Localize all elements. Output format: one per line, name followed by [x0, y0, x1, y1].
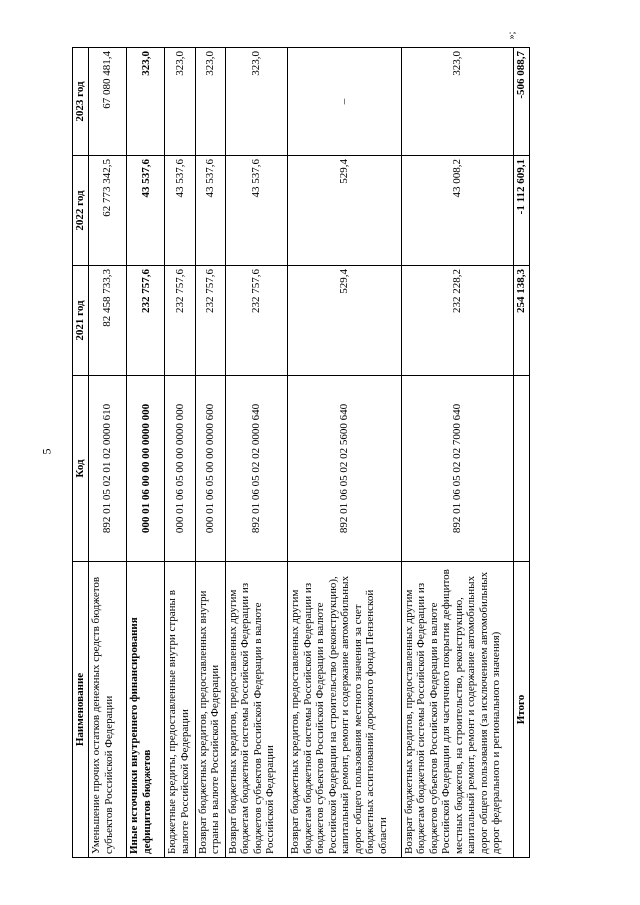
row-code: 892 01 05 02 01 02 0000 610	[89, 376, 127, 562]
row-name: Иные источники внутреннего финансирования дефицитов бюджетов	[127, 562, 165, 858]
row-2021: 232 757,6	[165, 266, 195, 376]
financing-table-wrapper	[72, 48, 530, 858]
row-2022: 62 773 342,5	[89, 156, 127, 266]
row-code: 000 01 06 00 00 00 0000 000	[127, 376, 165, 562]
row-name: Возврат бюджетных кредитов, предоставленных внутри страны в валюте Российской Федерации	[195, 562, 225, 858]
row-2021: 232 228,2	[401, 266, 514, 376]
row-code: 892 01 06 05 02 02 5600 640	[288, 376, 402, 562]
row-code: 000 01 06 05 00 00 0000 000	[165, 376, 195, 562]
row-code: 892 01 06 05 02 02 7000 640	[401, 376, 514, 562]
col-2023-header: 2023 год	[73, 48, 89, 156]
row-2023: 67 080 481,4	[89, 48, 127, 156]
total-code	[514, 376, 530, 562]
table-row	[288, 48, 402, 858]
row-2021: 529,4	[288, 266, 402, 376]
page-number: 5	[39, 448, 54, 455]
row-name: Бюджетные кредиты, предоставленные внутри страны в валюте Российской Федерации	[165, 562, 195, 858]
total-row	[514, 48, 530, 858]
row-name: Возврат бюджетных кредитов, предоставленных другим бюджетам бюджетной системы Российской Федерации из бюджетов субъектов Российской Федерации в валюте Российской Федерации для частичного покрытия дефицитов местных бюджетов, на строительство, реконструкцию, капитальный ремонт, ремонт и содержание автомобильных дорог общего пользования (за исключением автомобильных дорог федерального и регионального значения)	[401, 562, 514, 858]
row-2023: –	[288, 48, 402, 156]
row-name: Уменьшение прочих остатков денежных средств бюджетов субъектов Российской Федерации	[89, 562, 127, 858]
row-name: Возврат бюджетных кредитов, предоставленных другим бюджетам бюджетной системы Российской Федерации из бюджетов субъектов Российской Федерации в валюте Российской Федерации на строительство (реконструкцию), капитальный ремонт, ремонт и содержание автомобильных дорог общего пользования местного значения за счет бюджетных ассигнований дорожного фонда Пензенской области	[288, 562, 402, 858]
row-2021: 232 757,6	[195, 266, 225, 376]
row-2022: 43 008,2	[401, 156, 514, 266]
row-2021: 82 458 733,3	[89, 266, 127, 376]
total-2023: -506 088,7	[514, 48, 530, 156]
table-header	[73, 48, 89, 858]
financing-table	[72, 47, 530, 858]
total-2021: 254 138,3	[514, 266, 530, 376]
table-row	[401, 48, 514, 858]
row-code: 892 01 06 05 02 02 0000 640	[225, 376, 287, 562]
row-2023: 323,0	[401, 48, 514, 156]
row-2023: 323,0	[165, 48, 195, 156]
table-row	[225, 48, 287, 858]
side-mark: »;	[506, 31, 518, 40]
row-2022: 43 537,6	[165, 156, 195, 266]
row-2022: 43 537,6	[127, 156, 165, 266]
row-2022: 43 537,6	[195, 156, 225, 266]
col-2021-header: 2021 год	[73, 266, 89, 376]
table-row	[165, 48, 195, 858]
total-label: Итого	[514, 562, 530, 858]
row-2023: 323,0	[195, 48, 225, 156]
row-name: Возврат бюджетных кредитов, предоставленных другим бюджетам бюджетной системы Российской Федерации из бюджетов субъектов Российской Федерации в валюте Российской Федерации	[225, 562, 287, 858]
row-2023: 323,0	[127, 48, 165, 156]
table-row	[195, 48, 225, 858]
col-code-header: Код	[73, 376, 89, 562]
row-2022: 43 537,6	[225, 156, 287, 266]
row-2021: 232 757,6	[225, 266, 287, 376]
row-code: 000 01 06 05 00 00 0000 600	[195, 376, 225, 562]
col-2022-header: 2022 год	[73, 156, 89, 266]
row-2022: 529,4	[288, 156, 402, 266]
row-2023: 323,0	[225, 48, 287, 156]
col-name-header: Наименование	[73, 562, 89, 858]
table-row	[127, 48, 165, 858]
row-2021: 232 757,6	[127, 266, 165, 376]
table-row	[89, 48, 127, 858]
total-2022: -1 112 609,1	[514, 156, 530, 266]
